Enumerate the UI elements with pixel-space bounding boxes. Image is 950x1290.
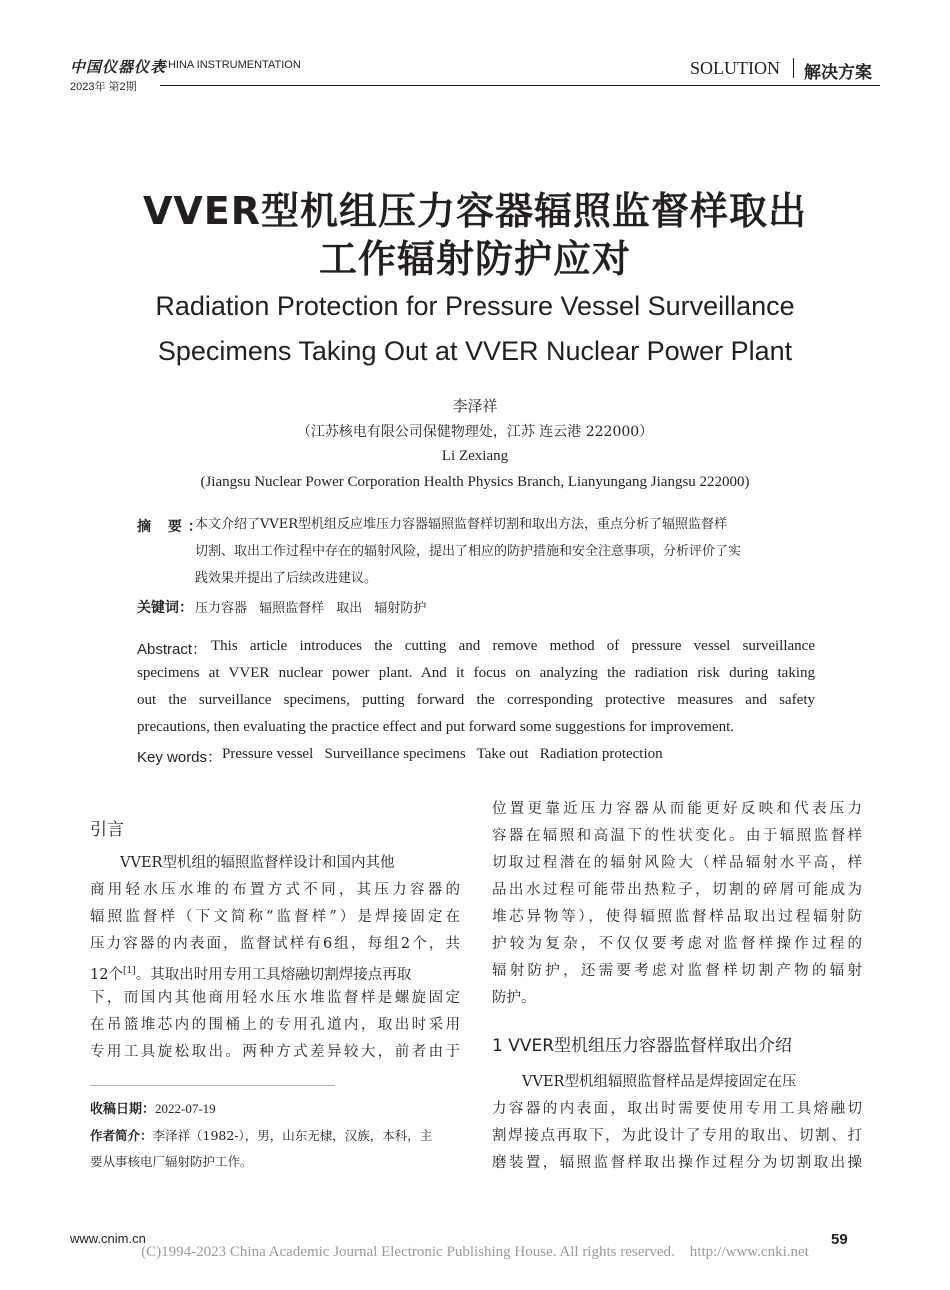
body-line: 容器在辐照和高温下的性状变化。由于辐照监督样: [492, 828, 862, 844]
bio-text: 李泽祥（1982-），男，山东无棣，汉族，本科，主: [152, 1128, 433, 1143]
section1-heading: 1 VVER型机组压力容器监督样取出介绍: [492, 1036, 793, 1056]
body-line: 下，而国内其他商用轻水压水堆监督样是螺旋固定: [90, 990, 460, 1006]
abstract-en-line: out the surveillance specimens, putting forward the corresponding protective measures and safety: [137, 692, 815, 708]
body-line: 割焊接点再取下，为此设计了专用的取出、切割、打: [492, 1128, 862, 1144]
body-line: 在吊篮堆芯内的围桶上的专用孔道内，取出时采用: [90, 1017, 460, 1033]
copyright-watermark: (C)1994-2023 China Academic Journal Electronic Publishing House. All rights reserved. http://www.cnki.net: [141, 1244, 809, 1260]
section-separator: [793, 58, 794, 78]
citation-ref: [1]: [122, 966, 136, 976]
body-text: 12个: [90, 966, 123, 983]
received-date: [90, 1098, 216, 1117]
keywords-en-label: Key words：: [137, 749, 223, 766]
abstract-en-label: Abstract：: [137, 641, 208, 658]
body-line: VVER型机组辐照监督样品是焊接固定在压: [522, 1074, 797, 1090]
body-line: 辐射防护，还需要考虑对监督样切割产物的辐射: [492, 963, 862, 979]
section-label-en: SOLUTION: [690, 58, 780, 78]
title-cn-line2: 工作辐射防护应对: [318, 237, 631, 281]
body-line: VVER型机组的辐照监督样设计和国内其他: [120, 855, 395, 871]
page-number: 59: [831, 1231, 848, 1248]
body-line: 专用工具旋松取出。两种方式差异较大，前者由于: [90, 1044, 460, 1060]
bio-label: 作者简介：: [90, 1128, 153, 1143]
title-en-line2: Specimens Taking Out at VVER Nuclear Power Plant: [157, 336, 793, 366]
body-line: 辐照监督样（下文简称“监督样”）是焊接固定在: [90, 909, 460, 925]
received-value: 2022-07-19: [155, 1101, 216, 1116]
body-line: 商用轻水压水堆的布置方式不同，其压力容器的: [90, 882, 460, 898]
author-name-en: Li Zexiang: [441, 448, 509, 464]
journal-logo: 中国仪器仪表: [70, 58, 167, 76]
body-line: 磨装置，辐照监督样取出操作过程分为切割取出操: [492, 1155, 862, 1171]
title-en-line1: Radiation Protection for Pressure Vessel Surveillance: [155, 291, 795, 321]
header-divider: [160, 85, 880, 86]
body-line: 防护。: [492, 990, 536, 1006]
body-line: 切取过程潜在的辐射风险大（样品辐射水平高，样: [492, 855, 862, 871]
body-text: 。其取出时用专用工具熔融切割焊接点再取: [135, 966, 412, 983]
abstract-cn-line: 践效果并提出了后续改进建议。: [195, 571, 378, 586]
abstract-cn-line: 切割、取出工作过程中存在的辐射风险，提出了相应的防护措施和安全注意事项，分析评价了实: [195, 544, 742, 559]
intro-heading: 引言: [90, 820, 124, 840]
keywords-en: Pressure vessel Surveillance specimens Take out Radiation protection: [222, 746, 663, 762]
author-affiliation-en: (Jiangsu Nuclear Power Corporation Health Physics Branch, Lianyungang Jiangsu 222000): [200, 474, 750, 490]
abstract-cn-line: 本文介绍了VVER型机组反应堆压力容器辐照监督样切割和取出方法，重点分析了辐照监督样: [195, 517, 728, 532]
abstract-en-line: precautions, then evaluating the practice effect and put forward some suggestions for improvement.: [137, 719, 735, 735]
author-bio-cont: 要从事核电厂辐射防护工作。: [90, 1154, 253, 1169]
body-line: 位置更靠近压力容器从而能更好反映和代表压力: [492, 801, 862, 817]
abstract-en-line: This article introduces the cutting and remove method of pressure vessel surveillance: [211, 638, 815, 654]
issue-info: 2023年 第2期: [70, 81, 137, 93]
body-line: 力容器的内表面，取出时需要使用专用工具熔融切: [492, 1101, 862, 1117]
footnote-divider: [90, 1085, 335, 1086]
section-label-cn: 解决方案: [804, 63, 872, 83]
keywords-cn: 压力容器 辐照监督样 取出 辐射防护: [195, 601, 427, 616]
abstract-en-line: specimens at VVER nuclear power plant. And it focus on analyzing the radiation risk during taking: [137, 665, 815, 681]
author-name-cn: 李泽祥: [452, 397, 498, 415]
keywords-cn-label: 关键词：: [137, 600, 193, 616]
received-label: 收稿日期：: [90, 1102, 156, 1117]
body-line: 堆芯异物等），使得辐照监督样品取出过程辐射防: [492, 909, 862, 925]
author-affiliation-cn: （江苏核电有限公司保健物理处，江苏 连云港 222000）: [296, 424, 654, 440]
journal-name-en: CHINA INSTRUMENTATION: [160, 59, 301, 71]
body-line: 护较为复杂，不仅仅要考虑对监督样操作过程的: [492, 936, 862, 952]
author-bio: [90, 1126, 432, 1144]
title-cn-line1: VVER型机组压力容器辐照监督样取出: [142, 189, 808, 233]
abstract-cn-label: 摘 要：: [137, 519, 208, 535]
body-line-with-citation: [90, 962, 460, 984]
body-line: 压力容器的内表面，监督试样有6组，每组2个，共: [90, 936, 460, 952]
footer-website[interactable]: www.cnim.cn: [70, 1231, 146, 1246]
body-line: 品出水过程可能带出热粒子，切割的碎屑可能成为: [492, 882, 862, 898]
